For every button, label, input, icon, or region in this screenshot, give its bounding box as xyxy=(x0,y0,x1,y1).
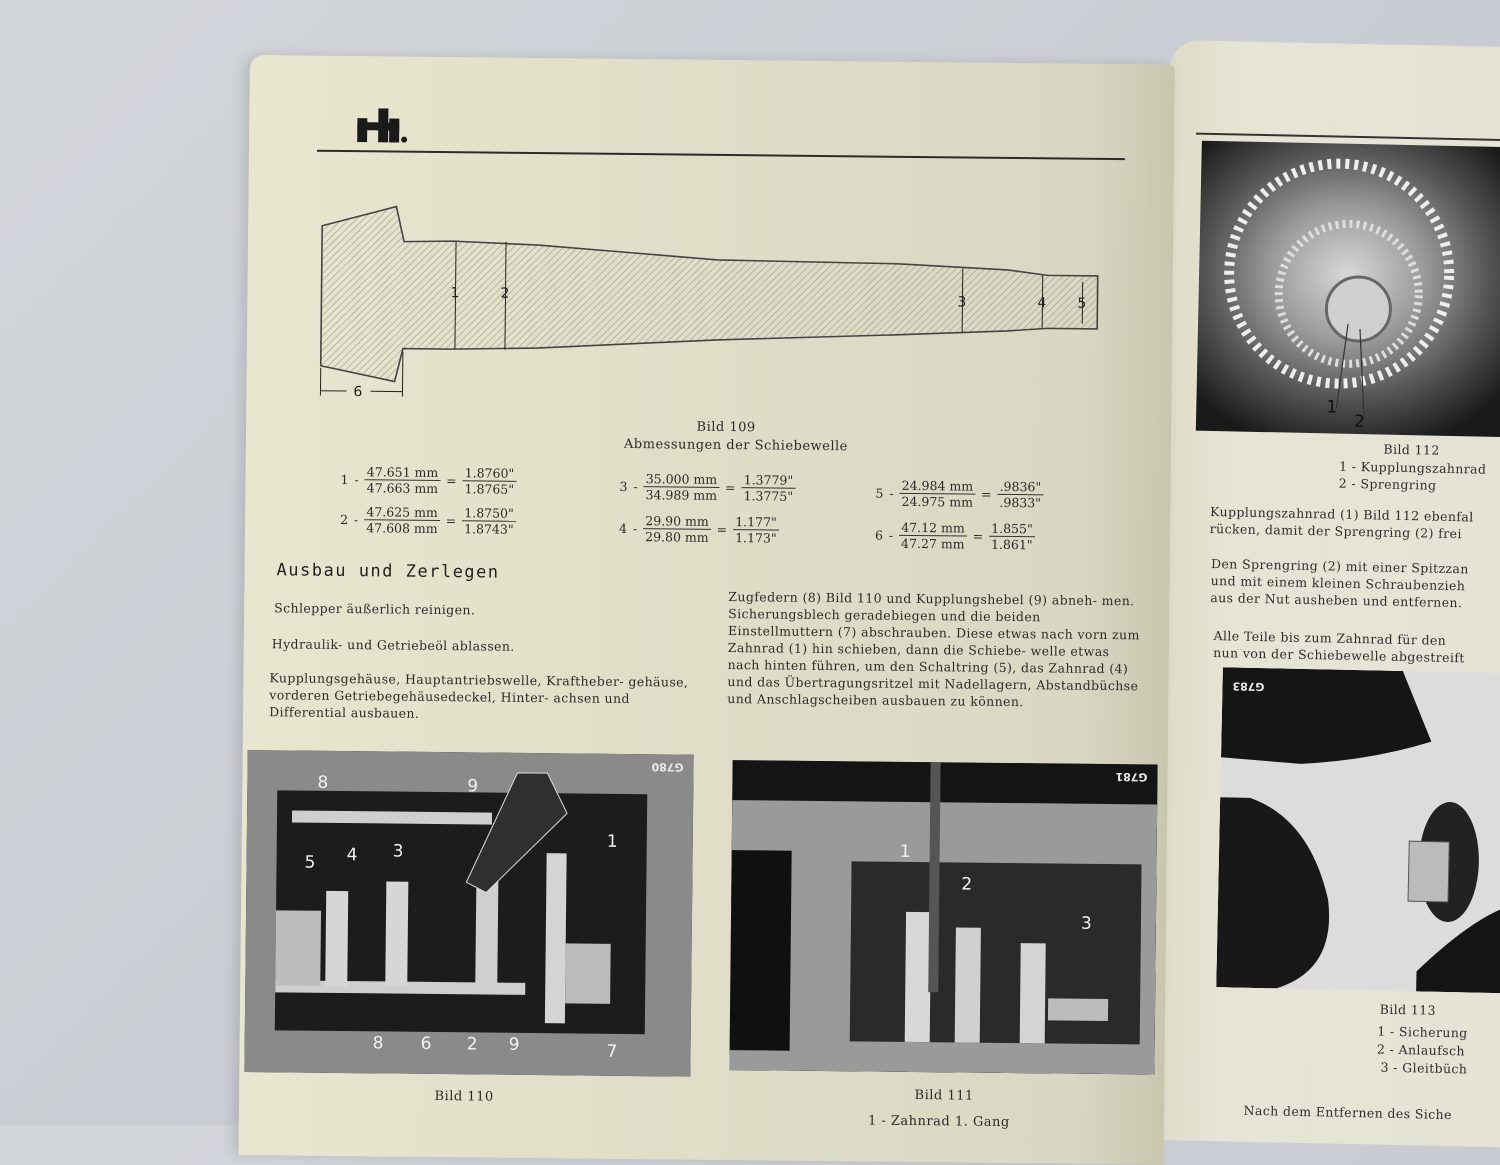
dimension-3: 3 - $\frac{35.000 mm}{34.989 mm}$ = $\frac{1.3779"}{1.3775"}$ xyxy=(619,471,795,504)
svg-text:3: 3 xyxy=(957,294,966,310)
figure-112-photo xyxy=(1196,141,1500,438)
svg-text:4: 4 xyxy=(1037,295,1046,311)
svg-text:1: 1 xyxy=(450,285,459,301)
paragraph-line: rücken, damit der Sprengring (2) frei xyxy=(1210,520,1462,542)
dimension-2: 2 - $\frac{47.625 mm}{47.608 mm}$ = $\frac{1.8750"}{1.8743"}$ xyxy=(340,504,516,537)
label-7: 7 xyxy=(606,1042,617,1062)
inch-max: 1.8750" xyxy=(462,505,516,522)
label-8b: 8 xyxy=(373,1033,384,1053)
paragraph-line: Kupplungszahnrad (1) Bild 112 ebenfal xyxy=(1210,503,1474,526)
mm-min: 47.608 mm xyxy=(364,520,440,536)
ih-logo-icon xyxy=(357,108,409,143)
figure-113-legend-3: 3 - Gleitbüch xyxy=(1380,1059,1467,1078)
svg-text:2: 2 xyxy=(500,286,509,302)
dimension-4: 4 - $\frac{29.90 mm}{29.80 mm}$ = $\frac{1.177"}{1.173"}$ xyxy=(619,513,779,546)
dimension-id: 5 xyxy=(875,486,883,501)
dimension-id: 1 xyxy=(340,472,348,487)
svg-text:5: 5 xyxy=(1077,296,1086,312)
bottom-text: Nach dem Entfernen des Siche xyxy=(1243,1102,1452,1123)
figure-112-legend-2: 2 - Sprengring xyxy=(1339,475,1437,494)
dimension-id: 4 xyxy=(619,521,627,536)
mm-min: 47.27 mm xyxy=(899,536,967,552)
inch-min: 1.3775" xyxy=(741,488,795,504)
label-2: 2 xyxy=(961,874,972,894)
inch-max: 1.8760" xyxy=(463,465,517,482)
figure-111-photo xyxy=(729,760,1157,1074)
inch-min: 1.8743" xyxy=(462,521,516,537)
mm-min: 24.975 mm xyxy=(899,494,975,510)
right-page xyxy=(1147,40,1500,1147)
mm-max: 35.000 mm xyxy=(644,471,720,488)
label-9: 9 xyxy=(467,776,478,796)
dimension-id: 2 xyxy=(340,512,348,527)
header-rule xyxy=(317,150,1125,160)
dimension-1: 1 - $\frac{47.651 mm}{47.663 mm}$ = $\frac{1.8760"}{1.8765"}$ xyxy=(340,464,516,497)
figure-111-legend: 1 - Zahnrad 1. Gang xyxy=(839,1113,1039,1130)
inch-max: 1.855" xyxy=(989,521,1035,537)
paragraph-line: Den Sprengring (2) mit einer Spitzzan xyxy=(1211,555,1469,577)
dimension-id: 6 xyxy=(875,528,883,543)
paragraph: Zugfedern (8) Bild 110 und Kupplungshebel (9) abneh- men. Sicherungsblech geradebiegen und die beiden Einstellmuttern (7) abschrauben. Diese etwas nach vorn zum Zahnrad (1) hin schieben, dann die Schiebe- welle etwas nach hinten führen, um den Schaltring (5), das Zahnrad (4) und das Übertragungsritzel mit Nadellagern, Abstandbüchse und Anschlagscheiben ausbauen zu können. xyxy=(727,588,1146,711)
dimension-6: 6 - $\frac{47.12 mm}{47.27 mm}$ = $\frac{1.855"}{1.861"}$ xyxy=(875,520,1035,553)
paragraph-line: und mit einem kleinen Schraubenzieh xyxy=(1211,572,1466,594)
label-3: 3 xyxy=(1081,914,1092,934)
label-4: 4 xyxy=(347,845,358,865)
inch-max: 1.3779" xyxy=(742,472,796,489)
label-2: 2 xyxy=(467,1034,478,1054)
figure-111-caption: Bild 111 xyxy=(879,1088,1009,1104)
mm-min: 29.80 mm xyxy=(643,529,711,545)
mm-max: 47.12 mm xyxy=(899,520,967,537)
dimension-5: 5 - $\frac{24.984 mm}{24.975 mm}$ = $\frac{.9836"}{.9833"}$ xyxy=(875,478,1043,511)
inch-min: .9833" xyxy=(997,495,1043,510)
photo-code: G780 xyxy=(652,760,684,773)
label-8: 8 xyxy=(317,773,328,793)
shaft-drawing xyxy=(306,196,1108,404)
paragraph-line: Alle Teile bis zum Zahnrad für den xyxy=(1213,627,1446,649)
figure-112-label-1: 1 xyxy=(1326,397,1337,417)
photo-code: G781 xyxy=(1115,770,1147,783)
paragraph: Kupplungsgehäuse, Hauptantriebswelle, Kraftheber- gehäuse, vorderen Getriebegehäusedeckel, Hinter- achsen und Differential ausbauen. xyxy=(269,669,695,724)
figure-110-photo xyxy=(244,750,693,1077)
figure-112-caption: Bild 112 xyxy=(1383,441,1440,459)
figure-112-legend-1: 1 - Kupplungszahnrad xyxy=(1339,458,1487,478)
figure-109-subtitle: Abmessungen der Schiebewelle xyxy=(586,437,886,455)
figure-113-photo xyxy=(1216,667,1500,993)
header-rule xyxy=(1196,133,1500,142)
label-6: 6 xyxy=(421,1034,432,1054)
housing-illustration xyxy=(1216,667,1500,993)
label-3: 3 xyxy=(393,842,404,862)
label-1: 1 xyxy=(900,842,911,862)
mm-min: 34.989 mm xyxy=(644,487,720,503)
inch-max: .9836" xyxy=(998,479,1044,495)
mm-max: 24.984 mm xyxy=(900,478,976,495)
figure-112-label-2: 2 xyxy=(1354,412,1365,432)
figure-110-caption: Bild 110 xyxy=(389,1089,539,1106)
paragraph-line: nun von der Schiebewelle abgestreift xyxy=(1213,644,1465,666)
dimension-id: 3 xyxy=(619,479,627,494)
paragraph: Schlepper äußerlich reinigen. xyxy=(274,599,694,620)
figure-113-legend-1: 1 - Sicherung xyxy=(1377,1023,1468,1042)
svg-text:6: 6 xyxy=(353,384,362,400)
gearbox-illustration xyxy=(729,760,1157,1074)
section-heading: Ausbau und Zerlegen xyxy=(277,560,500,582)
label-9b: 9 xyxy=(509,1035,520,1055)
mm-max: 47.625 mm xyxy=(364,504,440,521)
label-1: 1 xyxy=(607,832,618,852)
paragraph: Hydraulik- und Getriebeöl ablassen. xyxy=(272,635,692,656)
photo-code: G783 xyxy=(1232,679,1264,693)
left-page xyxy=(238,55,1174,1165)
figure-113-caption: Bild 113 xyxy=(1380,1001,1437,1019)
inch-min: 1.861" xyxy=(989,537,1035,552)
gearbox-illustration xyxy=(244,750,693,1077)
mm-min: 47.663 mm xyxy=(365,480,441,496)
inch-max: 1.177" xyxy=(733,514,779,530)
gear-illustration xyxy=(1196,141,1500,438)
paragraph-line: aus der Nut ausheben und entfernen. xyxy=(1210,589,1462,611)
label-5: 5 xyxy=(304,853,315,873)
mm-max: 47.651 mm xyxy=(365,464,441,481)
figure-109-caption: Bild 109 xyxy=(666,419,786,435)
inch-min: 1.173" xyxy=(733,530,779,545)
inch-min: 1.8765" xyxy=(462,481,516,497)
figure-113-legend-2: 2 - Anlaufsch xyxy=(1377,1041,1465,1060)
mm-max: 29.90 mm xyxy=(643,513,711,530)
